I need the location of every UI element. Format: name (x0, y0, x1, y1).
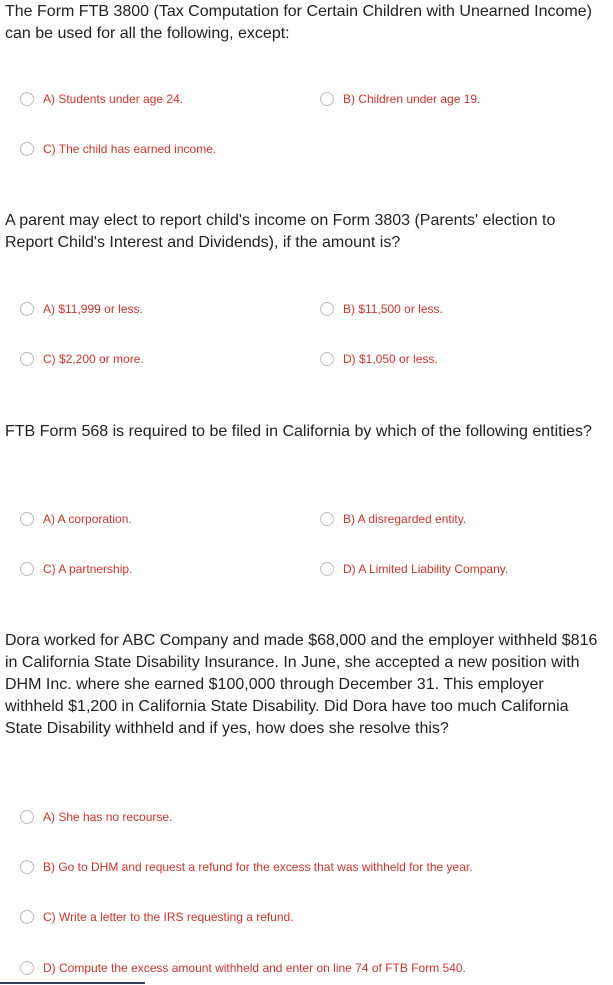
option-label: D) A Limited Liability Company. (343, 562, 509, 576)
q2-option-c[interactable] (20, 352, 144, 366)
radio-button[interactable] (20, 142, 34, 156)
q1-option-b[interactable] (320, 92, 480, 106)
q4-option-d[interactable] (20, 961, 466, 975)
radio-button[interactable] (320, 352, 334, 366)
option-label: A) $11,999 or less. (43, 302, 143, 316)
option-label: A) A corporation. (43, 512, 132, 526)
q3-option-a[interactable] (20, 512, 132, 526)
radio-button[interactable] (20, 910, 34, 924)
question-1-text: The Form FTB 3800 (Tax Computation for Certain Children with Unearned Income) can be used for all the following, except: (5, 3, 592, 42)
option-label: C) A partnership. (43, 562, 133, 576)
question-3-text: FTB Form 568 is required to be filed in California by which of the following entities? (5, 423, 592, 440)
bottom-divider (0, 982, 145, 984)
radio-button[interactable] (320, 512, 334, 526)
option-label: C) Write a letter to the IRS requesting a refund. (43, 910, 294, 924)
q4-option-a[interactable] (20, 810, 172, 824)
q2-option-a[interactable] (20, 302, 143, 316)
radio-button[interactable] (320, 562, 334, 576)
q2-option-b[interactable] (320, 302, 443, 316)
radio-button[interactable] (320, 302, 334, 316)
option-label: A) She has no recourse. (43, 810, 173, 824)
radio-button[interactable] (320, 92, 334, 106)
q3-option-c[interactable] (20, 562, 132, 576)
radio-button[interactable] (20, 302, 34, 316)
radio-button[interactable] (20, 512, 34, 526)
q4-option-c[interactable] (20, 910, 294, 924)
q4-option-b[interactable] (20, 860, 473, 874)
option-label: B) Go to DHM and request a refund for the excess that was withheld for the year. (43, 860, 473, 874)
radio-button[interactable] (20, 352, 34, 366)
option-label: B) $11,500 or less. (343, 302, 443, 316)
option-label: B) Children under age 19. (343, 92, 481, 106)
q3-option-b[interactable] (320, 512, 466, 526)
radio-button[interactable] (20, 562, 34, 576)
q1-option-a[interactable] (20, 92, 183, 106)
radio-button[interactable] (20, 961, 34, 975)
question-2-text: A parent may elect to report child's income on Form 3803 (Parents' election to Report Child's Interest and Dividends), if the amount is? (5, 212, 556, 251)
q2-option-d[interactable] (320, 352, 438, 366)
option-label: B) A disregarded entity. (343, 512, 467, 526)
option-label: C) $2,200 or more. (43, 352, 144, 366)
q1-option-c[interactable] (20, 142, 216, 156)
radio-button[interactable] (20, 92, 34, 106)
option-label: D) Compute the excess amount withheld and enter on line 74 of FTB Form 540. (43, 961, 466, 975)
option-label: C) The child has earned income. (43, 142, 217, 156)
q3-option-d[interactable] (320, 562, 508, 576)
radio-button[interactable] (20, 810, 34, 824)
option-label: A) Students under age 24. (43, 92, 184, 106)
option-label: D) $1,050 or less. (343, 352, 438, 366)
radio-button[interactable] (20, 860, 34, 874)
question-4-text: Dora worked for ABC Company and made $68,000 and the employer withheld $816 in California State Disability Insurance. In June, she accepted a new position with DHM Inc. where she earned $100,000 through December 31. This employer withheld $1,200 in California State Disability. Did Dora have too much California State Disability withheld and if yes, how does she resolve this? (5, 632, 598, 737)
